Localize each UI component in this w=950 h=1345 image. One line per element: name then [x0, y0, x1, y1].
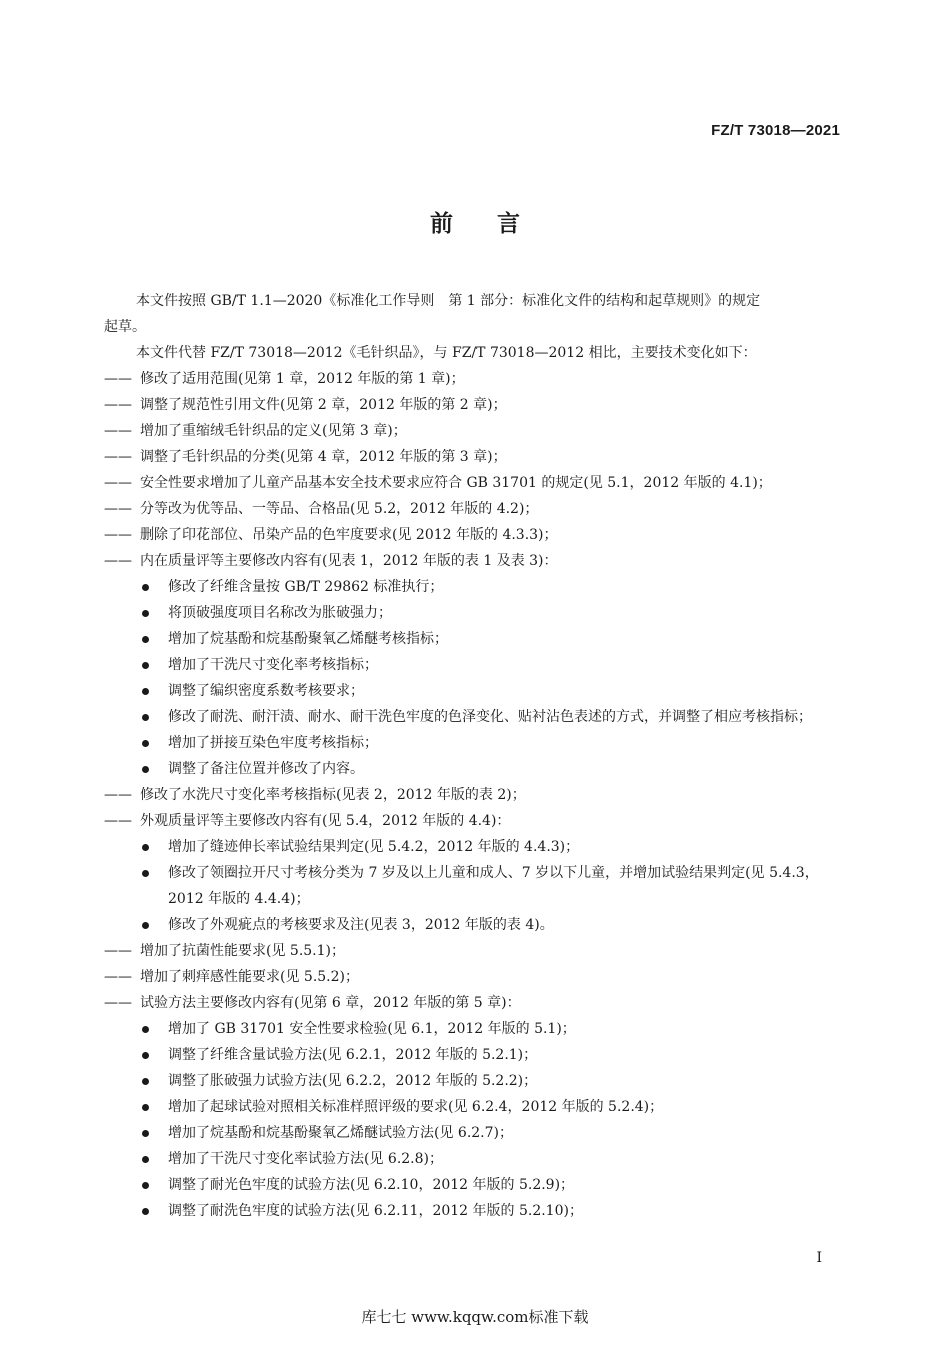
item-text: 调整了纤维含量试验方法(见 6.2.1，2012 年版的 5.2.1)； [168, 1047, 538, 1063]
item-text: 试验方法主要修改内容有(见第 6 章，2012 年版的第 5 章)： [140, 995, 521, 1011]
change-sub-item [104, 1120, 846, 1146]
bullet-icon [142, 1130, 149, 1137]
change-sub-item [104, 600, 846, 626]
item-text: 修改了纤维含量按 GB/T 29862 标准执行； [168, 579, 444, 595]
change-item [104, 964, 846, 990]
item-text: 调整了耐洗色牢度的试验方法(见 6.2.11，2012 年版的 5.2.10)； [168, 1203, 583, 1219]
item-text: 增加了 GB 31701 安全性要求检验(见 6.1，2012 年版的 5.1)； [168, 1021, 576, 1037]
item-text: 修改了水洗尺寸变化率考核指标(见表 2，2012 年版的表 2)； [140, 787, 526, 803]
change-sub-item [104, 1146, 846, 1172]
item-text: 调整了耐光色牢度的试验方法(见 6.2.10，2012 年版的 5.2.9)； [168, 1177, 575, 1193]
item-text: 增加了缝迹伸长率试验结果判定(见 5.4.2，2012 年版的 4.4.3)； [168, 839, 580, 855]
item-text: 外观质量评等主要修改内容有(见 5.4，2012 年版的 4.4)： [140, 813, 511, 829]
bullet-icon [142, 1156, 149, 1163]
page-title: 前言 [430, 211, 564, 237]
change-sub-item [104, 704, 846, 730]
bullet-icon [142, 1182, 149, 1189]
change-item [104, 496, 846, 522]
bullet-icon [142, 584, 149, 591]
change-item [104, 938, 846, 964]
bullet-icon [142, 714, 149, 721]
item-text: 增加了烷基酚和烷基酚聚氧乙烯醚试验方法(见 6.2.7)； [168, 1125, 513, 1141]
bullet-icon [142, 766, 149, 773]
change-item [104, 522, 846, 548]
bullet-icon [142, 610, 149, 617]
item-text: 增加了起球试验对照相关标准样照评级的要求(见 6.2.4，2012 年版的 5.2.4)； [168, 1099, 664, 1115]
change-item [104, 548, 846, 574]
bullet-icon [142, 662, 149, 669]
item-text: 修改了外观疵点的考核要求及注(见表 3，2012 年版的表 4)。 [168, 917, 554, 933]
footer-watermark: 库七七 www.kqqw.com标准下载 [361, 1308, 589, 1326]
item-text: 将顶破强度项目名称改为胀破强力； [168, 605, 392, 621]
item-text: 增加了干洗尺寸变化率考核指标； [168, 657, 378, 673]
change-sub-item [104, 574, 846, 600]
item-text: 调整了编织密度系数考核要求； [168, 683, 364, 699]
item-text: 修改了领圈拉开尺寸考核分类为 7 岁及以上儿童和成人、7 岁以下儿童，并增加试验结果判定(见 5.4.3，2012 年版的 4.4.4)； [168, 865, 819, 907]
change-list [104, 366, 846, 1224]
change-item [104, 366, 846, 392]
dash-mark: —— [104, 943, 132, 959]
item-text: 内在质量评等主要修改内容有(见表 1，2012 年版的表 1 及表 3)： [140, 553, 558, 569]
dash-mark: —— [104, 553, 132, 569]
bullet-icon [142, 1078, 149, 1085]
change-sub-item [104, 1094, 846, 1120]
bullet-icon [142, 1052, 149, 1059]
change-sub-item [104, 626, 846, 652]
change-sub-item [104, 860, 846, 912]
standard-number: FZ/T 73018—2021 [711, 122, 840, 139]
bullet-icon [142, 636, 149, 643]
change-sub-item [104, 756, 846, 782]
change-sub-item [104, 652, 846, 678]
change-sub-item [104, 678, 846, 704]
item-text: 增加了拼接互染色牢度考核指标； [168, 735, 378, 751]
bullet-icon [142, 870, 149, 877]
bullet-icon [142, 1104, 149, 1111]
dash-mark: —— [104, 475, 132, 491]
dash-mark: —— [104, 449, 132, 465]
item-text: 修改了适用范围(见第 1 章，2012 年版的第 1 章)； [140, 371, 465, 387]
paragraph-line: 本文件按照 GB/T 1.1—2020《标准化工作导则 第 1 部分：标准化文件的结构和起草规则》的规定 [136, 293, 761, 309]
change-item [104, 808, 846, 834]
bullet-icon [142, 688, 149, 695]
dash-mark: —— [104, 527, 132, 543]
change-item [104, 470, 846, 496]
item-text: 分等改为优等品、一等品、合格品(见 5.2，2012 年版的 4.2)； [140, 501, 539, 517]
change-item [104, 444, 846, 470]
page-number: I [816, 1250, 822, 1266]
item-text: 修改了耐洗、耐汗渍、耐水、耐干洗色牢度的色泽变化、贴衬沾色表述的方式，并调整了相应考核指标； [168, 709, 812, 725]
dash-mark: —— [104, 969, 132, 985]
dash-mark: —— [104, 813, 132, 829]
item-text: 调整了毛针织品的分类(见第 4 章，2012 年版的第 3 章)； [140, 449, 507, 465]
dash-mark: —— [104, 397, 132, 413]
bullet-icon [142, 922, 149, 929]
item-text: 增加了烷基酚和烷基酚聚氧乙烯醚考核指标； [168, 631, 448, 647]
change-sub-item [104, 834, 846, 860]
item-text: 调整了备注位置并修改了内容。 [168, 761, 364, 777]
bullet-icon [142, 740, 149, 747]
change-sub-item [104, 1172, 846, 1198]
paragraph-line: 起草。 [104, 319, 146, 335]
item-text: 增加了抗菌性能要求(见 5.5.1)； [140, 943, 345, 959]
change-sub-item [104, 1042, 846, 1068]
bullet-icon [142, 1208, 149, 1215]
item-text: 调整了规范性引用文件(见第 2 章，2012 年版的第 2 章)； [140, 397, 507, 413]
bullet-icon [142, 844, 149, 851]
change-sub-item [104, 1068, 846, 1094]
change-sub-item [104, 730, 846, 756]
change-item [104, 990, 846, 1016]
change-item [104, 418, 846, 444]
preface-content [104, 288, 846, 1224]
item-text: 增加了干洗尺寸变化率试验方法(见 6.2.8)； [168, 1151, 443, 1167]
item-text: 删除了印花部位、吊染产品的色牢度要求(见 2012 年版的 4.3.3)； [140, 527, 558, 543]
dash-mark: —— [104, 423, 132, 439]
change-item [104, 782, 846, 808]
item-text: 调整了胀破强力试验方法(见 6.2.2，2012 年版的 5.2.2)； [168, 1073, 538, 1089]
item-text: 增加了重缩绒毛针织品的定义(见第 3 章)； [140, 423, 407, 439]
bullet-icon [142, 1026, 149, 1033]
change-sub-item [104, 1016, 846, 1042]
dash-mark: —— [104, 371, 132, 387]
paragraph-replacement: 本文件代替 FZ/T 73018—2012《毛针织品》，与 FZ/T 73018—2012 相比，主要技术变化如下： [136, 345, 757, 361]
change-sub-item [104, 1198, 846, 1224]
paragraph-drafting-basis [104, 288, 846, 340]
item-text: 安全性要求增加了儿童产品基本安全技术要求应符合 GB 31701 的规定(见 5.1，2012 年版的 4.1)； [140, 475, 772, 491]
dash-mark: —— [104, 787, 132, 803]
item-text: 增加了刺痒感性能要求(见 5.5.2)； [140, 969, 359, 985]
change-sub-item [104, 912, 846, 938]
dash-mark: —— [104, 995, 132, 1011]
change-item [104, 392, 846, 418]
dash-mark: —— [104, 501, 132, 517]
